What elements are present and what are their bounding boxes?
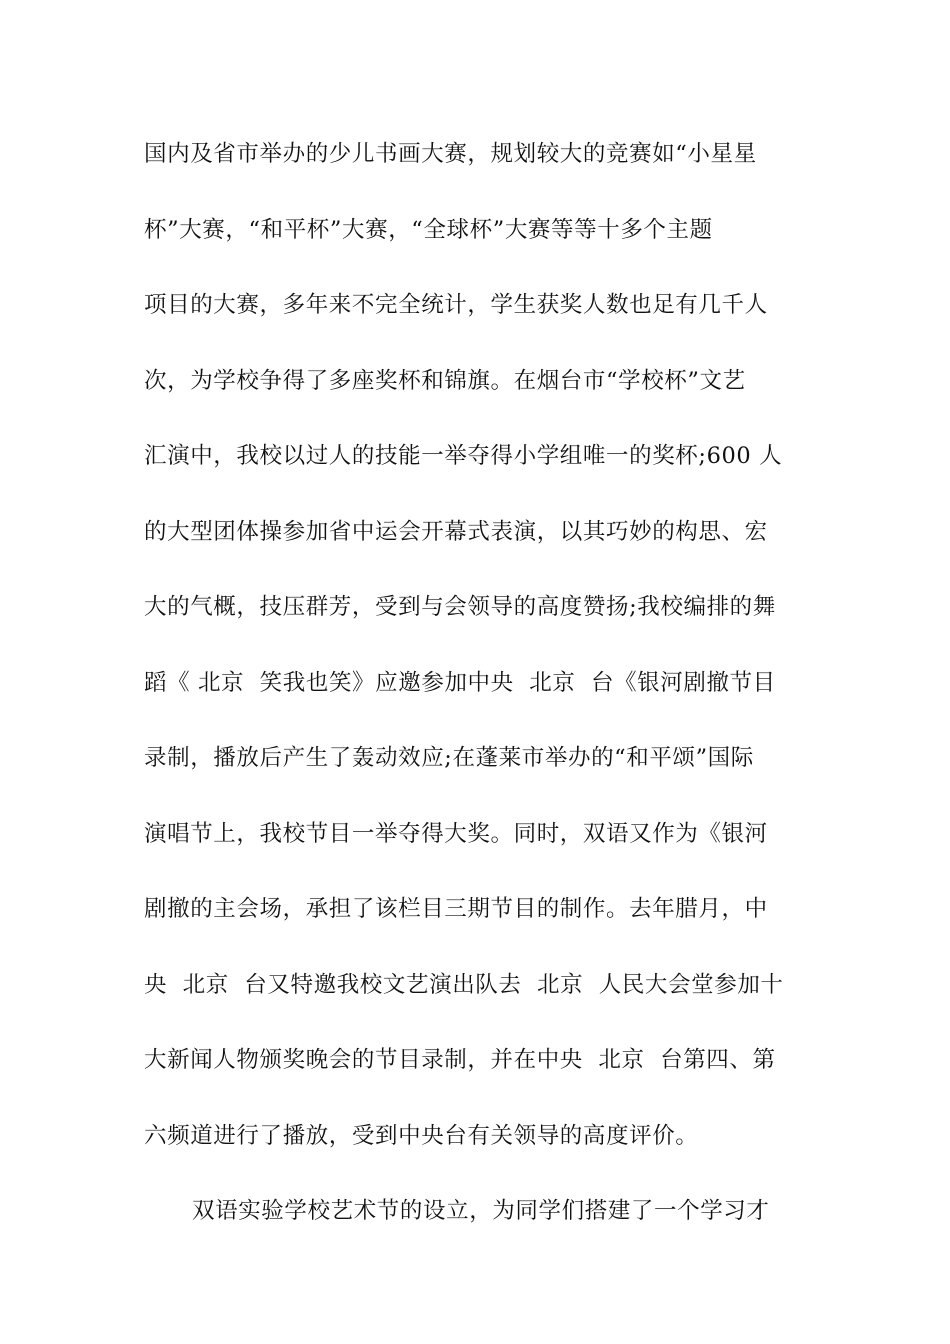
text-line: 六频道进行了播放，受到中央台有关领导的高度评价。 — [144, 1122, 699, 1149]
text-line: 汇演中，我校以过人的技能一举夺得小学组唯一的奖杯;600 人 — [144, 443, 783, 469]
body-text — [144, 129, 814, 1262]
text-line: 剧撤的主会场，承担了该栏目三期节目的制作。去年腊月，中 — [144, 896, 768, 922]
text-line: 大的气概，技压群芳，受到与会领导的高度赞扬;我校编排的舞 — [144, 594, 776, 620]
text-line: 蹈《 北京 笑我也笑》应邀参加中央 北京 台《银河剧撤节目 — [144, 669, 776, 696]
paragraph-start-line: 双语实验学校艺术节的设立，为同学们搭建了一个学习才 — [192, 1198, 770, 1224]
text-line: 录制，播放后产生了轰动效应;在蓬莱市举办的“和平颂”国际 — [144, 745, 754, 771]
text-line: 大新闻人物颁奖晚会的节目录制，并在中央 北京 台第四、第 — [144, 1047, 776, 1073]
text-line: 项目的大赛，多年来不完全统计，学生获奖人数也足有几千人 — [144, 292, 768, 318]
text-line: 杯”大赛，“和平杯”大赛，“全球杯”大赛等等十多个主题 — [144, 216, 713, 243]
text-line: 的大型团体操参加省中运会开幕式表演，以其巧妙的构思、宏 — [144, 518, 768, 545]
text-line: 次，为学校争得了多座奖杯和锦旗。在烟台市“学校杯”文艺 — [144, 367, 746, 394]
text-line: 央 北京 台又特邀我校文艺演出队去 北京 人民大会堂参加十 — [144, 971, 784, 998]
text-line: 演唱节上，我校节目一举夺得大奖。同时，双语又作为《银河 — [144, 820, 768, 847]
text-line: 国内及省市举办的少儿书画大赛，规划较大的竞赛如“小星星 — [144, 141, 757, 167]
